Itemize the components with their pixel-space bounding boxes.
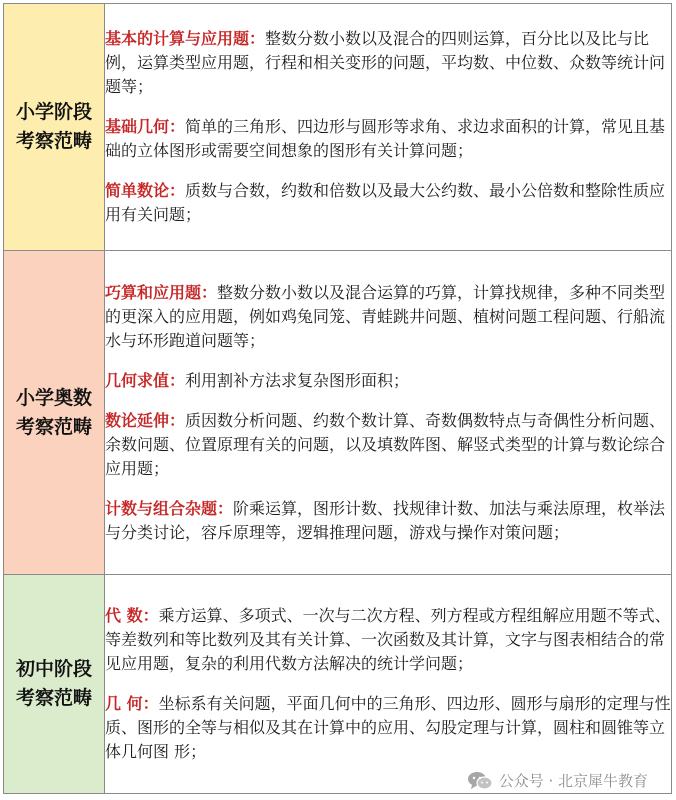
topic-title: 基础几何：	[105, 117, 186, 136]
section-label-line: 初中阶段	[15, 658, 92, 680]
topic-text: 质数与合数，约数和倍数以及最大公约数、最小公倍数和整除性质应用有关问题；	[105, 181, 666, 224]
topic	[105, 692, 671, 764]
topic-text: 整数分数小数以及混合的四则运算，百分比以及比与比例，运算类型应用题，行程和相关变形的问题，平均数、中位数、众数等统计问题等；	[105, 29, 666, 96]
topic-title: 几 何：	[105, 694, 159, 713]
section-label	[4, 4, 105, 251]
section-label	[4, 575, 105, 794]
section-label-line: 小学奥数	[15, 386, 92, 409]
topic-text: 利用割补方法求复杂图形面积；	[185, 370, 410, 390]
watermark-text: 公众号 · 北京犀牛教育	[498, 772, 648, 790]
topic	[105, 115, 671, 163]
topic	[105, 409, 671, 481]
topic-text: 阶乘运算，图形计数、找规律计数、加法与乘法原理，枚举法与分类讨论，容斥原理等，逻辑推理问题，游戏与操作对策问题；	[105, 498, 666, 542]
section-content	[105, 4, 672, 251]
section-label-line: 考察范畴	[15, 415, 92, 438]
topic-title: 代 数：	[105, 606, 159, 625]
section-row-primary	[4, 4, 672, 251]
topic	[105, 497, 671, 545]
section-content	[105, 251, 672, 575]
topic-text: 简单的三角形、四边形与圆形等求角、求边求面积的计算，常见且基础的立体图形或需要空间想象的图形有关计算问题；	[105, 117, 666, 160]
topic-text: 坐标系有关问题，平面几何中的三角形、四边形、圆形与扇形的定理与性质、图形的全等与相似及其在计算中的应用、勾股定理与计算，圆柱和圆锥等立体几何图 形；	[105, 694, 671, 761]
topic	[105, 369, 671, 393]
topic-title: 基本的计算与应用题：	[105, 29, 266, 48]
section-row-middle-school	[4, 575, 672, 794]
section-label-line: 考察范畴	[15, 687, 92, 709]
topic-title: 巧算和应用题：	[105, 282, 218, 302]
topic	[105, 281, 671, 353]
topic-title: 数论延伸：	[105, 410, 186, 430]
topic-title: 几何求值：	[105, 370, 186, 390]
topic	[105, 604, 671, 676]
wechat-icon	[467, 771, 493, 791]
topic	[105, 27, 671, 99]
section-row-olympiad	[4, 251, 672, 575]
topic-title: 简单数论：	[105, 181, 186, 200]
topic	[105, 179, 671, 227]
topic-text: 整数分数小数以及混合运算的巧算，计算找规律，多种不同类型的更深入的应用题，例如鸡兔同笼、青蛙跳井问题、植树问题工程问题、行船流水与环形跑道问题等；	[105, 282, 666, 350]
section-content	[105, 575, 672, 794]
topic-text: 乘方运算、多项式、一次与二次方程、列方程或方程组解应用题不等式、等差数列和等比数列及其有关计算、一次函数及其计算，文字与图表相结合的常见应用题，复杂的利用代数方法解决的统计学问题；	[105, 606, 671, 673]
section-label-line: 小学阶段	[15, 101, 92, 123]
topic-title: 计数与组合杂题：	[105, 498, 234, 518]
topic-text: 质因数分析问题、约数个数计算、奇数偶数特点与奇偶性分析问题、余数问题、位置原理有关的问题，以及填数阵图、解竖式类型的计算与数论综合应用题；	[105, 410, 666, 478]
watermark	[467, 770, 648, 791]
scope-table	[3, 3, 672, 794]
section-label-line: 考察范畴	[15, 130, 92, 152]
section-label	[4, 251, 105, 575]
